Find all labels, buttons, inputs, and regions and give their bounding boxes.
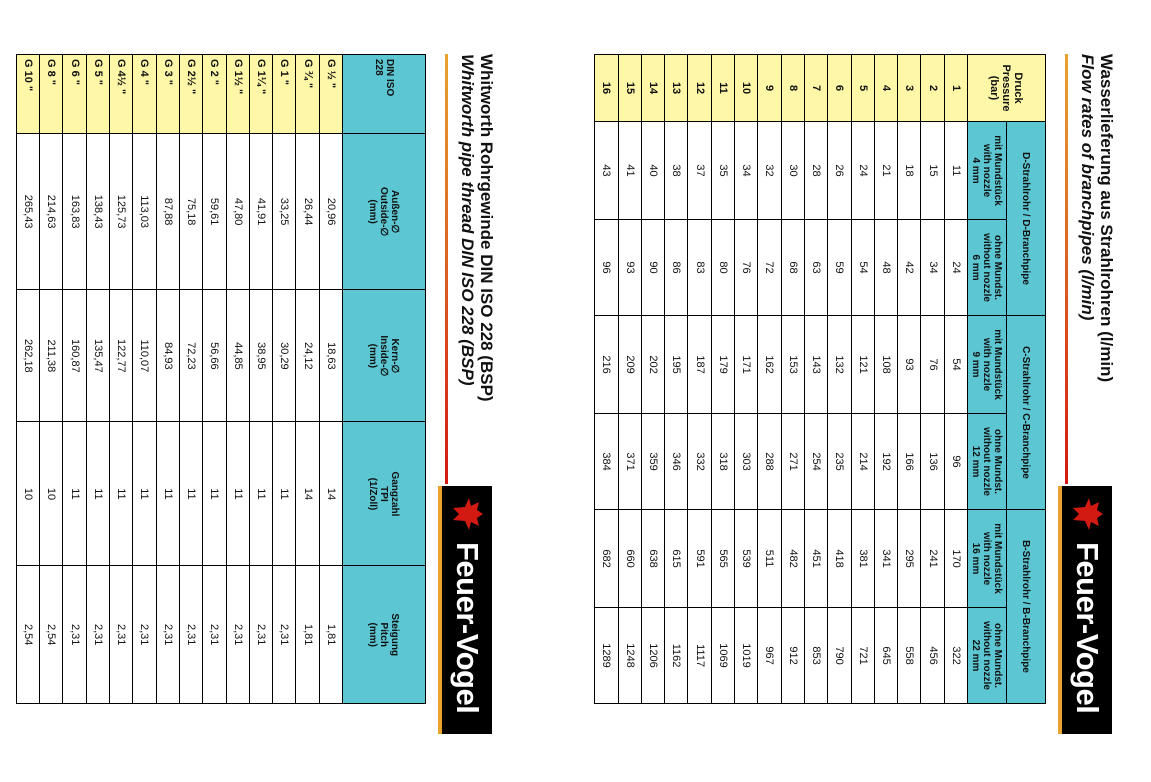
- table-row: [898, 55, 921, 704]
- thread-value-cell: 14: [296, 422, 319, 566]
- flow-value-cell: 170: [944, 509, 967, 607]
- eagle-icon: [1067, 494, 1107, 534]
- flow-subheader-line: ohne Mundst.: [992, 429, 1004, 495]
- pressure-cell: 7: [804, 55, 827, 122]
- flow-value-cell: 318: [711, 414, 734, 510]
- table-row: [86, 55, 109, 704]
- thread-size-cell: G 5 ": [86, 55, 109, 134]
- flow-subheader-line: 4 mm: [970, 157, 982, 184]
- thread-value-cell: 26,44: [296, 134, 319, 290]
- flow-value-cell: 209: [618, 315, 641, 413]
- thread-value-cell: 163,83: [63, 134, 86, 290]
- pipe-header-line: Pitch: [378, 622, 390, 647]
- accent-line: [1065, 54, 1068, 484]
- thread-value-cell: 211,38: [40, 290, 63, 422]
- flow-value-cell: 303: [735, 414, 758, 510]
- flow-value-cell: 93: [898, 315, 921, 413]
- pipe-header-line: Gangzahl: [389, 471, 401, 517]
- pipe-header-line: (mm): [367, 343, 379, 369]
- thread-value-cell: 2,31: [63, 566, 86, 704]
- table-row: [16, 55, 39, 704]
- thread-value-cell: 14: [319, 422, 342, 566]
- pipe-header-line: Kern-∅: [389, 338, 401, 374]
- thread-size-cell: G 1 ": [273, 55, 296, 134]
- table-row: [758, 55, 781, 704]
- logo-underline: [1058, 486, 1062, 734]
- flow-subheader-line: ohne Mundst.: [992, 623, 1004, 689]
- flow-value-cell: 15: [921, 122, 944, 220]
- flow-value-cell: 1289: [595, 608, 618, 704]
- flow-subheader: [968, 122, 1007, 220]
- thread-value-cell: 59,61: [203, 134, 226, 290]
- table-row: [711, 55, 734, 704]
- pressure-cell: 3: [898, 55, 921, 122]
- flow-value-cell: 153: [781, 315, 804, 413]
- thread-value-cell: 11: [110, 422, 133, 566]
- flow-value-cell: 451: [804, 509, 827, 607]
- flow-value-cell: 59: [828, 220, 851, 316]
- accent-line: [445, 54, 448, 484]
- flow-title-en: Flow rates of branchpipes (l/min): [1078, 54, 1097, 321]
- group-header-d: D-Strahlrohr / D-Branchpipe: [1007, 122, 1046, 316]
- flow-value-cell: 132: [828, 315, 851, 413]
- flow-value-cell: 195: [665, 315, 688, 413]
- thread-value-cell: 20,96: [319, 134, 342, 290]
- flow-subheader-line: with nozzle: [981, 143, 993, 198]
- thread-size-cell: G 10 ": [16, 55, 39, 134]
- thread-value-cell: 2,31: [110, 566, 133, 704]
- pipe-thread-table: [16, 54, 426, 704]
- flow-value-cell: 790: [828, 608, 851, 704]
- table-row: [944, 55, 967, 704]
- brand-name: Feuer-Vogel: [450, 542, 485, 714]
- flow-value-cell: 192: [874, 414, 897, 510]
- thread-value-cell: 11: [249, 422, 272, 566]
- thread-value-cell: 2,31: [133, 566, 156, 704]
- pipe-header-line: Steigung: [389, 613, 401, 657]
- flow-value-cell: 1117: [688, 608, 711, 704]
- thread-value-cell: 2,31: [179, 566, 202, 704]
- table-row: [133, 55, 156, 704]
- flow-value-cell: 721: [851, 608, 874, 704]
- flow-value-cell: 80: [711, 220, 734, 316]
- table-row: [249, 55, 272, 704]
- pressure-header-de: Druck: [1012, 72, 1025, 104]
- thread-value-cell: 10: [40, 422, 63, 566]
- flow-rates-header: [1054, 54, 1116, 734]
- brand-logo: [442, 486, 492, 734]
- table-row: [110, 55, 133, 704]
- thread-value-cell: 1,81: [319, 566, 342, 704]
- thread-size-cell: G 4½ ": [110, 55, 133, 134]
- flow-value-cell: 121: [851, 315, 874, 413]
- flow-value-cell: 254: [804, 414, 827, 510]
- flow-value-cell: 48: [874, 220, 897, 316]
- flow-value-cell: 18: [898, 122, 921, 220]
- flow-value-cell: 967: [758, 608, 781, 704]
- pressure-header-unit: (bar): [988, 75, 1001, 101]
- thread-value-cell: 41,91: [249, 134, 272, 290]
- thread-value-cell: 87,88: [156, 134, 179, 290]
- pipe-header-line: (mm): [367, 199, 379, 224]
- table-row: [688, 55, 711, 704]
- thread-size-cell: G 1¼ ": [249, 55, 272, 134]
- flow-value-cell: 179: [711, 315, 734, 413]
- pipe-thread-panel: [22, 54, 496, 734]
- flow-value-cell: 63: [804, 220, 827, 316]
- brand-name: Feuer-Vogel: [1070, 542, 1105, 714]
- flow-value-cell: 214: [851, 414, 874, 510]
- table-row: [735, 55, 758, 704]
- flow-subheader: [968, 414, 1007, 510]
- flow-value-cell: 371: [618, 414, 641, 510]
- flow-value-cell: 35: [711, 122, 734, 220]
- pressure-header-en: Pressure: [1000, 64, 1013, 112]
- flow-value-cell: 28: [804, 122, 827, 220]
- thread-value-cell: 11: [86, 422, 109, 566]
- flow-value-cell: 40: [641, 122, 664, 220]
- pipe-header: [343, 134, 426, 290]
- thread-value-cell: 138,43: [86, 134, 109, 290]
- table-row: [874, 55, 897, 704]
- flow-subheader-line: 12 mm: [970, 445, 982, 478]
- thread-value-cell: 11: [273, 422, 296, 566]
- thread-size-cell: G 8 ": [40, 55, 63, 134]
- pressure-cell: 9: [758, 55, 781, 122]
- group-header-c: C-Strahlrohr / C-Branchpipe: [1007, 315, 1046, 509]
- flow-subheader-line: 16 mm: [970, 542, 982, 575]
- thread-value-cell: 265,43: [16, 134, 39, 290]
- flow-subheader-line: without nozzle: [981, 233, 993, 302]
- flow-value-cell: 288: [758, 414, 781, 510]
- pipe-thread-header: [434, 54, 496, 734]
- thread-size-cell: G ¾ ": [296, 55, 319, 134]
- eagle-icon: [447, 494, 487, 534]
- flow-value-cell: 645: [874, 608, 897, 704]
- flow-value-cell: 346: [665, 414, 688, 510]
- thread-size-cell: G 1½ ": [226, 55, 249, 134]
- flow-value-cell: 86: [665, 220, 688, 316]
- table-row: [296, 55, 319, 704]
- pipe-title-en: Whitworth pipe thread DIN ISO 228 (BSP): [458, 54, 477, 386]
- flow-subheader-line: without nozzle: [981, 427, 993, 496]
- flow-value-cell: 83: [688, 220, 711, 316]
- flow-value-cell: 332: [688, 414, 711, 510]
- flow-value-cell: 235: [828, 414, 851, 510]
- thread-size-cell: G 3 ": [156, 55, 179, 134]
- thread-value-cell: 10: [16, 422, 39, 566]
- flow-value-cell: 295: [898, 509, 921, 607]
- pressure-cell: 10: [735, 55, 758, 122]
- flow-value-cell: 660: [618, 509, 641, 607]
- flow-value-cell: 456: [921, 608, 944, 704]
- table-row: [203, 55, 226, 704]
- flow-value-cell: 912: [781, 608, 804, 704]
- thread-value-cell: 47,80: [226, 134, 249, 290]
- thread-value-cell: 122,77: [110, 290, 133, 422]
- thread-value-cell: 2,31: [156, 566, 179, 704]
- table-row: [40, 55, 63, 704]
- flow-rates-table: [594, 54, 1046, 704]
- flow-value-cell: 136: [921, 414, 944, 510]
- pressure-cell: 2: [921, 55, 944, 122]
- pipe-header: [343, 55, 426, 134]
- flow-value-cell: 34: [921, 220, 944, 316]
- table-row: [595, 55, 618, 704]
- logo-underline: [438, 486, 442, 734]
- brand-logo: [1062, 486, 1112, 734]
- table-row: [226, 55, 249, 704]
- thread-value-cell: 84,93: [156, 290, 179, 422]
- pipe-header-line: Außen-∅: [389, 190, 401, 234]
- pressure-cell: 14: [641, 55, 664, 122]
- flow-value-cell: 54: [944, 315, 967, 413]
- thread-value-cell: 2,31: [86, 566, 109, 704]
- flow-subheader: [968, 608, 1007, 704]
- flow-subheader: [968, 509, 1007, 607]
- flow-value-cell: 42: [898, 220, 921, 316]
- table-row: [156, 55, 179, 704]
- flow-subheader-line: without nozzle: [981, 621, 993, 690]
- pressure-cell: 16: [595, 55, 618, 122]
- flow-value-cell: 54: [851, 220, 874, 316]
- flow-value-cell: 32: [758, 122, 781, 220]
- thread-value-cell: 24,12: [296, 290, 319, 422]
- pressure-cell: 5: [851, 55, 874, 122]
- thread-value-cell: 11: [226, 422, 249, 566]
- thread-value-cell: 2,54: [16, 566, 39, 704]
- flow-value-cell: 853: [804, 608, 827, 704]
- pipe-header-line: Inside-∅: [378, 335, 390, 377]
- flow-value-cell: 96: [595, 220, 618, 316]
- flow-value-cell: 76: [921, 315, 944, 413]
- flow-subheader-line: 22 mm: [970, 639, 982, 672]
- thread-value-cell: 11: [179, 422, 202, 566]
- thread-value-cell: 30,29: [273, 290, 296, 422]
- flow-value-cell: 322: [944, 608, 967, 704]
- flow-value-cell: 162: [758, 315, 781, 413]
- pressure-cell: 8: [781, 55, 804, 122]
- thread-value-cell: 72,23: [179, 290, 202, 422]
- thread-value-cell: 214,63: [40, 134, 63, 290]
- flow-value-cell: 24: [944, 220, 967, 316]
- thread-value-cell: 11: [203, 422, 226, 566]
- thread-value-cell: 11: [133, 422, 156, 566]
- flow-value-cell: 38: [665, 122, 688, 220]
- flow-value-cell: 271: [781, 414, 804, 510]
- flow-value-cell: 1206: [641, 608, 664, 704]
- pipe-header-line: (1/Zoll): [367, 477, 379, 511]
- thread-value-cell: 2,31: [203, 566, 226, 704]
- flow-value-cell: 37: [688, 122, 711, 220]
- flow-value-cell: 171: [735, 315, 758, 413]
- flow-value-cell: 341: [874, 509, 897, 607]
- flow-value-cell: 359: [641, 414, 664, 510]
- thread-value-cell: 18,63: [319, 290, 342, 422]
- table-row: [319, 55, 342, 704]
- flow-value-cell: 11: [944, 122, 967, 220]
- flow-value-cell: 34: [735, 122, 758, 220]
- flow-value-cell: 21: [874, 122, 897, 220]
- thread-value-cell: 125,73: [110, 134, 133, 290]
- flow-value-cell: 384: [595, 414, 618, 510]
- table-row: [665, 55, 688, 704]
- pressure-cell: 11: [711, 55, 734, 122]
- table-row: [641, 55, 664, 704]
- flow-value-cell: 511: [758, 509, 781, 607]
- thread-value-cell: 113,03: [133, 134, 156, 290]
- thread-size-cell: G ½ ": [319, 55, 342, 134]
- table-row: [781, 55, 804, 704]
- flow-value-cell: 565: [711, 509, 734, 607]
- table-row: [921, 55, 944, 704]
- flow-value-cell: 558: [898, 608, 921, 704]
- flow-subheader: [968, 315, 1007, 413]
- table-row: [273, 55, 296, 704]
- thread-size-cell: G 6 ": [63, 55, 86, 134]
- flow-value-cell: 1019: [735, 608, 758, 704]
- flow-value-cell: 108: [874, 315, 897, 413]
- flow-value-cell: 96: [944, 414, 967, 510]
- flow-value-cell: 43: [595, 122, 618, 220]
- flow-value-cell: 1162: [665, 608, 688, 704]
- pressure-cell: 13: [665, 55, 688, 122]
- pipe-header-line: Outside-∅: [378, 186, 390, 237]
- thread-size-cell: G 2 ": [203, 55, 226, 134]
- flow-subheader-line: 9 mm: [970, 351, 982, 378]
- flow-value-cell: 1248: [618, 608, 641, 704]
- flow-subheader-line: with nozzle: [981, 337, 993, 392]
- flow-value-cell: 41: [618, 122, 641, 220]
- flow-subheader-line: mit Mundstück: [992, 523, 1004, 594]
- flow-title-de: Wasserlieferung aus Strahlrohren (l/min): [1097, 54, 1116, 383]
- table-row: [63, 55, 86, 704]
- pipe-title-de: Whitworth Rohrgewinde DIN ISO 228 (BSP): [477, 54, 496, 402]
- pressure-cell: 12: [688, 55, 711, 122]
- pipe-header-line: 228: [373, 59, 384, 76]
- pressure-cell: 15: [618, 55, 641, 122]
- thread-value-cell: 11: [156, 422, 179, 566]
- pressure-cell: 6: [828, 55, 851, 122]
- flow-value-cell: 638: [641, 509, 664, 607]
- flow-subheader: [968, 220, 1007, 316]
- pipe-header-line: (mm): [367, 622, 379, 647]
- pipe-header: [343, 422, 426, 566]
- flow-value-cell: 591: [688, 509, 711, 607]
- flow-value-cell: 682: [595, 509, 618, 607]
- flow-value-cell: 1069: [711, 608, 734, 704]
- flow-value-cell: 539: [735, 509, 758, 607]
- pressure-cell: 4: [874, 55, 897, 122]
- table-row: [851, 55, 874, 704]
- pipe-header: [343, 290, 426, 422]
- pipe-header: [343, 566, 426, 704]
- flow-value-cell: 166: [898, 414, 921, 510]
- flow-value-cell: 241: [921, 509, 944, 607]
- thread-value-cell: 2,31: [249, 566, 272, 704]
- thread-value-cell: 2,54: [40, 566, 63, 704]
- flow-subheader-line: ohne Mundst.: [992, 235, 1004, 301]
- thread-value-cell: 2,31: [273, 566, 296, 704]
- table-row: [804, 55, 827, 704]
- flow-value-cell: 418: [828, 509, 851, 607]
- flow-value-cell: 90: [641, 220, 664, 316]
- thread-value-cell: 38,95: [249, 290, 272, 422]
- flow-value-cell: 216: [595, 315, 618, 413]
- flow-rates-panel: [576, 54, 1116, 734]
- thread-value-cell: 110,07: [133, 290, 156, 422]
- flow-value-cell: 143: [804, 315, 827, 413]
- table-row: [618, 55, 641, 704]
- table-row: [828, 55, 851, 704]
- thread-value-cell: 2,31: [226, 566, 249, 704]
- thread-value-cell: 33,25: [273, 134, 296, 290]
- flow-subheader-line: mit Mundstück: [992, 135, 1004, 206]
- flow-subheader-line: with nozzle: [981, 531, 993, 586]
- thread-value-cell: 44,85: [226, 290, 249, 422]
- flow-value-cell: 381: [851, 509, 874, 607]
- flow-value-cell: 30: [781, 122, 804, 220]
- pressure-header: [968, 55, 1046, 122]
- flow-value-cell: 93: [618, 220, 641, 316]
- flow-value-cell: 187: [688, 315, 711, 413]
- flow-value-cell: 202: [641, 315, 664, 413]
- thread-size-cell: G 2½ ": [179, 55, 202, 134]
- pressure-cell: 1: [944, 55, 967, 122]
- thread-value-cell: 160,87: [63, 290, 86, 422]
- table-row: [179, 55, 202, 704]
- group-header-b: B-Strahlrohr / B-Branchpipe: [1007, 509, 1046, 703]
- flow-value-cell: 76: [735, 220, 758, 316]
- pipe-header-line: DIN ISO: [384, 59, 395, 97]
- pipe-header-line: TPI: [378, 486, 390, 502]
- thread-value-cell: 11: [63, 422, 86, 566]
- thread-value-cell: 56,66: [203, 290, 226, 422]
- flow-value-cell: 26: [828, 122, 851, 220]
- thread-value-cell: 262,18: [16, 290, 39, 422]
- thread-value-cell: 135,47: [86, 290, 109, 422]
- thread-size-cell: G 4 ": [133, 55, 156, 134]
- thread-value-cell: 75,18: [179, 134, 202, 290]
- flow-value-cell: 72: [758, 220, 781, 316]
- flow-value-cell: 482: [781, 509, 804, 607]
- flow-subheader-line: 6 mm: [970, 254, 982, 281]
- flow-value-cell: 615: [665, 509, 688, 607]
- thread-value-cell: 1,81: [296, 566, 319, 704]
- flow-subheader-line: mit Mundstück: [992, 329, 1004, 400]
- flow-value-cell: 68: [781, 220, 804, 316]
- flow-value-cell: 24: [851, 122, 874, 220]
